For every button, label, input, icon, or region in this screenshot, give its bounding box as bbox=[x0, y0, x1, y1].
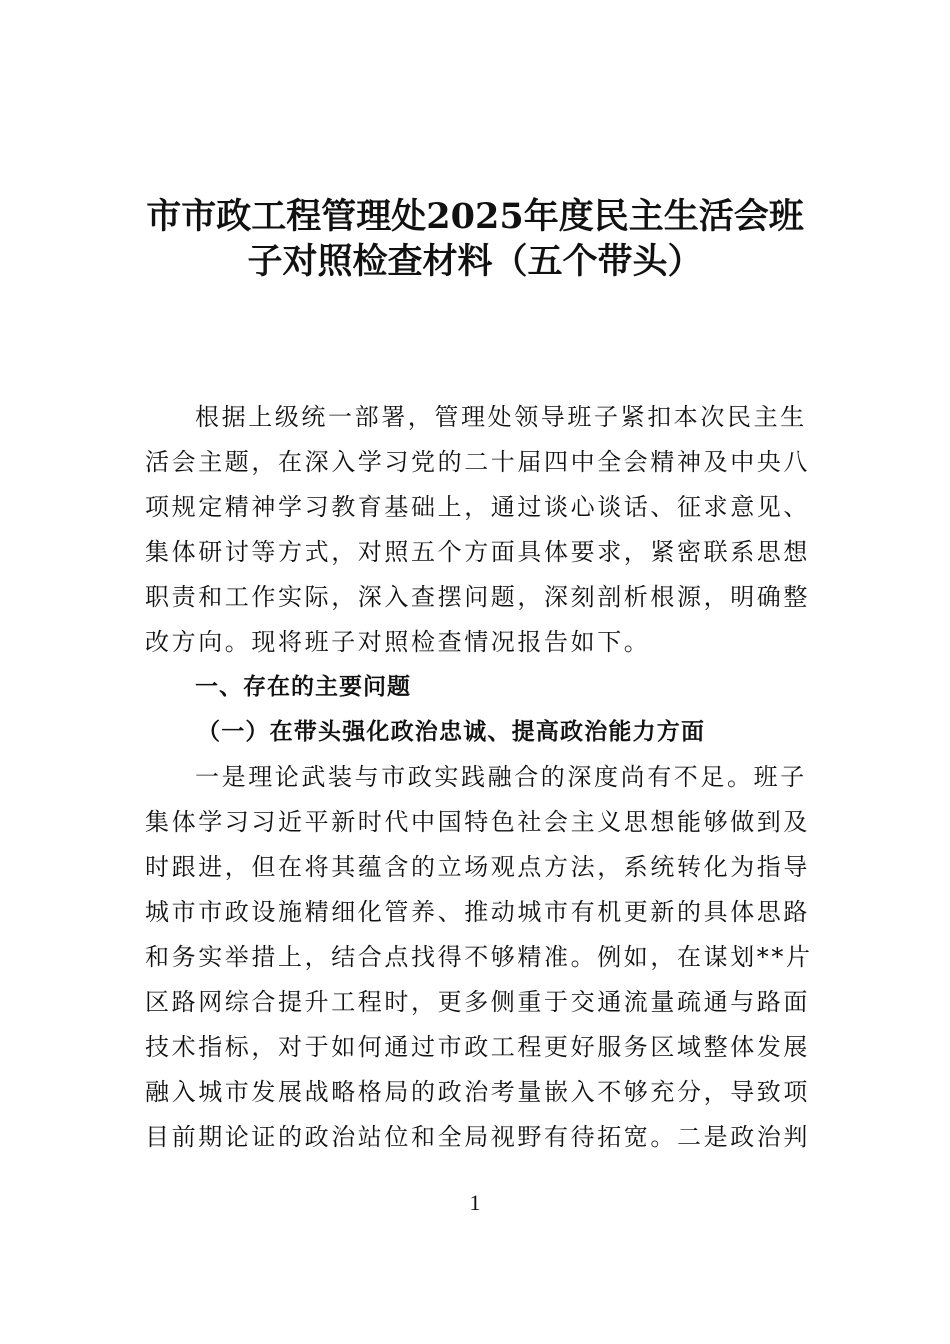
intro-paragraph-line: 根据上级统一部署，管理处领导班子紧扣本次民主生 bbox=[195, 403, 807, 431]
intro-paragraph-line: 项规定精神学习教育基础上，通过谈心谈话、征求意见、 bbox=[145, 493, 810, 521]
body-paragraph-line: 城市市政设施精细化管养、推动城市有机更新的具体思路 bbox=[145, 898, 810, 926]
body-paragraph-line: 区路网综合提升工程时，更多侧重于交通流量疏通与路面 bbox=[145, 988, 810, 1016]
body-paragraph-line: 时跟进，但在将其蕴含的立场观点方法，系统转化为指导 bbox=[145, 853, 810, 881]
document-title-line-1: 市市政工程管理处2025年度民主生活会班 bbox=[146, 196, 804, 237]
document-title-line-2: 子对照检查材料（五个带头） bbox=[247, 241, 703, 282]
body-paragraph-line: 一是理论武装与市政实践融合的深度尚有不足。班子 bbox=[195, 763, 807, 791]
body-paragraph-line: 集体学习习近平新时代中国特色社会主义思想能够做到及 bbox=[145, 808, 810, 836]
section-heading: 一、存在的主要问题 bbox=[195, 674, 411, 700]
intro-paragraph-line: 活会主题，在深入学习党的二十届四中全会精神及中央八 bbox=[145, 448, 810, 476]
body-paragraph-line: 目前期论证的政治站位和全局视野有待拓宽。二是政治判 bbox=[145, 1123, 810, 1151]
intro-paragraph-line: 改方向。现将班子对照检查情况报告如下。 bbox=[145, 628, 651, 656]
body-paragraph-line: 和务实举措上，结合点找得不够精准。例如，在谋划**片 bbox=[145, 943, 813, 971]
body-paragraph-line: 技术指标，对于如何通过市政工程更好服务区域整体发展 bbox=[145, 1033, 810, 1061]
subsection-heading: （一）在带头强化政治忠诚、提高政治能力方面 bbox=[197, 718, 706, 745]
intro-paragraph-line: 集体研讨等方式，对照五个方面具体要求，紧密联系思想 bbox=[145, 538, 810, 566]
body-paragraph-line: 融入城市发展战略格局的政治考量嵌入不够充分，导致项 bbox=[145, 1078, 810, 1106]
page-number: 1 bbox=[469, 1190, 481, 1215]
intro-paragraph-line: 职责和工作实际，深入查摆问题，深刻剖析根源，明确整 bbox=[145, 583, 810, 611]
